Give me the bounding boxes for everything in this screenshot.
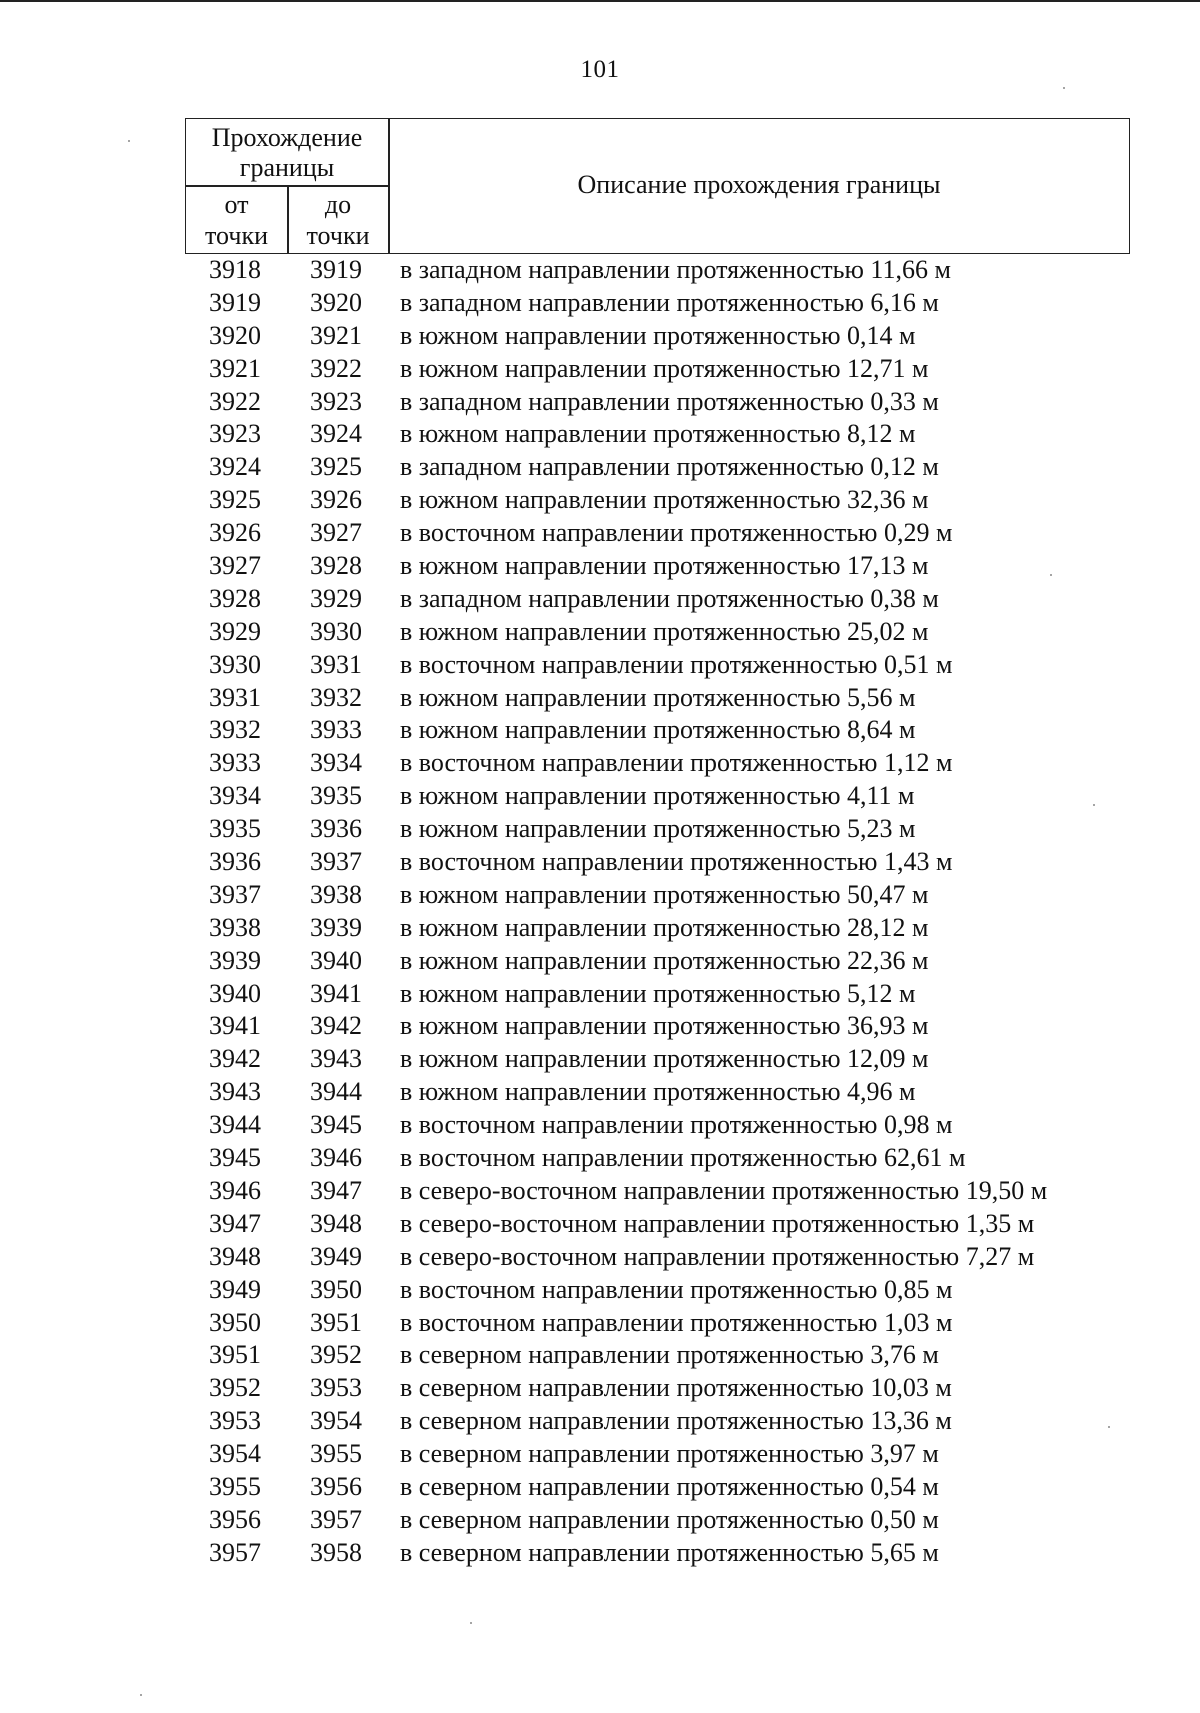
scan-speck	[128, 140, 130, 142]
table-row	[0, 320, 1200, 353]
table-row	[0, 1274, 1200, 1307]
table-row	[0, 1109, 1200, 1142]
from-point: 3928	[209, 583, 261, 613]
from-point: 3924	[209, 452, 261, 482]
scan-speck	[1063, 87, 1065, 89]
boundary-description: в южном направлении протяженностью 12,09 м	[400, 1044, 929, 1074]
from-point: 3954	[209, 1439, 261, 1469]
boundary-rows	[0, 254, 1200, 1570]
table-row	[0, 978, 1200, 1011]
from-point: 3935	[209, 814, 261, 844]
page-number: 101	[580, 56, 620, 83]
to-point: 3951	[310, 1307, 362, 1337]
to-point: 3938	[310, 879, 362, 909]
boundary-description: в восточном направлении протяженностью 1,43 м	[400, 847, 953, 877]
from-point: 3930	[209, 649, 261, 679]
to-point: 3946	[310, 1143, 362, 1173]
from-point: 3949	[209, 1274, 261, 1304]
from-point: 3956	[209, 1504, 261, 1534]
boundary-description: в западном направлении протяженностью 6,16 м	[400, 287, 939, 317]
boundary-description: в северном направлении протяженностью 3,76 м	[400, 1340, 939, 1370]
boundary-description: в южном направлении протяженностью 12,71 м	[400, 353, 929, 383]
from-point: 3937	[209, 879, 261, 909]
boundary-description: в восточном направлении протяженностью 62,61 м	[400, 1143, 966, 1173]
scan-speck	[1093, 804, 1095, 806]
boundary-description: в южном направлении протяженностью 5,12 м	[400, 978, 916, 1008]
table-row	[0, 649, 1200, 682]
to-point: 3920	[310, 287, 362, 317]
table-row	[0, 1208, 1200, 1241]
header-from-line2: точки	[205, 221, 268, 250]
boundary-description: в восточном направлении протяженностью 0,85 м	[400, 1274, 953, 1304]
from-point: 3940	[209, 978, 261, 1008]
header-to-line2: точки	[306, 221, 370, 250]
boundary-description: в южном направлении протяженностью 17,13 м	[400, 551, 929, 581]
to-point: 3942	[310, 1011, 362, 1041]
boundary-description: в восточном направлении протяженностью 0,51 м	[400, 649, 953, 679]
from-point: 3927	[209, 551, 261, 581]
boundary-description: в северо-восточном направлении протяженностью 19,50 м	[400, 1175, 1048, 1205]
table-row	[0, 517, 1200, 550]
from-point: 3918	[209, 255, 261, 284]
table-row	[0, 1405, 1200, 1438]
to-point: 3926	[310, 485, 362, 515]
header-to-line1: до	[324, 190, 352, 219]
to-point: 3921	[310, 320, 362, 350]
from-point: 3933	[209, 748, 261, 778]
from-point: 3955	[209, 1471, 261, 1501]
from-point: 3939	[209, 945, 261, 975]
to-point: 3932	[310, 682, 362, 712]
table-row	[0, 780, 1200, 813]
table-row	[0, 1142, 1200, 1175]
table-header	[185, 118, 1130, 254]
boundary-description: в северном направлении протяженностью 0,54 м	[400, 1471, 939, 1501]
boundary-description: в восточном направлении протяженностью 1,12 м	[400, 748, 953, 778]
to-point: 3943	[310, 1044, 362, 1074]
table-row	[0, 945, 1200, 978]
from-point: 3944	[209, 1110, 261, 1140]
boundary-description: в южном направлении протяженностью 22,36 м	[400, 945, 929, 975]
boundary-description: в северо-восточном направлении протяженностью 1,35 м	[400, 1208, 1035, 1238]
from-point: 3932	[209, 715, 261, 745]
table-row	[0, 912, 1200, 945]
from-point: 3934	[209, 781, 261, 811]
table-row	[0, 583, 1200, 616]
boundary-description: в северном направлении протяженностью 13,36 м	[400, 1406, 952, 1436]
from-point: 3921	[209, 353, 261, 383]
from-point: 3948	[209, 1241, 261, 1271]
from-point: 3936	[209, 847, 261, 877]
table-row	[0, 813, 1200, 846]
table-row	[0, 1372, 1200, 1405]
header-group-title-line1: Прохождение	[211, 123, 363, 152]
table-row	[0, 353, 1200, 386]
table-row	[0, 714, 1200, 747]
from-point: 3947	[209, 1208, 261, 1238]
from-point: 3922	[209, 386, 261, 416]
boundary-description: в южном направлении протяженностью 32,36 м	[400, 485, 929, 515]
to-point: 3944	[310, 1077, 362, 1107]
table-row	[0, 1537, 1200, 1570]
to-point: 3925	[310, 452, 362, 482]
from-point: 3923	[209, 419, 261, 449]
to-point: 3929	[310, 583, 362, 613]
boundary-description: в южном направлении протяженностью 0,14 м	[400, 320, 916, 350]
boundary-description: в южном направлении протяженностью 50,47 м	[400, 879, 929, 909]
from-point: 3942	[209, 1044, 261, 1074]
to-point: 3936	[310, 814, 362, 844]
boundary-description: в западном направлении протяженностью 0,33 м	[400, 386, 939, 416]
to-point: 3931	[310, 649, 362, 679]
boundary-description: в северном направлении протяженностью 5,65 м	[400, 1537, 939, 1567]
boundary-description: в южном направлении протяженностью 4,96 м	[400, 1077, 916, 1107]
boundary-description: в южном направлении протяженностью 25,02 м	[400, 616, 929, 646]
table-row	[0, 879, 1200, 912]
to-point: 3937	[310, 847, 362, 877]
to-point: 3947	[310, 1175, 362, 1205]
to-point: 3941	[310, 978, 362, 1008]
from-point: 3941	[209, 1011, 261, 1041]
to-point: 3957	[310, 1504, 362, 1534]
boundary-description: в южном направлении протяженностью 8,64 м	[400, 715, 916, 745]
from-point: 3943	[209, 1077, 261, 1107]
header-divider-horizontal	[186, 185, 388, 187]
to-point: 3958	[310, 1537, 362, 1567]
table-row	[0, 1175, 1200, 1208]
to-point: 3939	[310, 912, 362, 942]
boundary-description: в южном направлении протяженностью 28,12 м	[400, 912, 929, 942]
scan-speck	[140, 1694, 142, 1696]
from-point: 3946	[209, 1175, 261, 1205]
boundary-description: в западном направлении протяженностью 11,66 м	[400, 255, 951, 284]
from-point: 3957	[209, 1537, 261, 1567]
boundary-description: в северном направлении протяженностью 0,50 м	[400, 1504, 939, 1534]
table-row	[0, 1043, 1200, 1076]
from-point: 3920	[209, 320, 261, 350]
table-row	[0, 1010, 1200, 1043]
to-point: 3940	[310, 945, 362, 975]
table-row	[0, 550, 1200, 583]
page-top-edge	[0, 0, 1200, 2]
boundary-description: в восточном направлении протяженностью 0,29 м	[400, 518, 953, 548]
to-point: 3923	[310, 386, 362, 416]
boundary-description: в южном направлении протяженностью 36,93 м	[400, 1011, 929, 1041]
scan-speck	[470, 1622, 472, 1624]
boundary-description: в северо-восточном направлении протяженностью 7,27 м	[400, 1241, 1035, 1271]
table-row	[0, 287, 1200, 320]
from-point: 3938	[209, 912, 261, 942]
boundary-description: в северном направлении протяженностью 10,03 м	[400, 1373, 952, 1403]
scan-speck	[1108, 1426, 1110, 1428]
to-point: 3927	[310, 518, 362, 548]
table-row	[0, 1339, 1200, 1372]
from-point: 3926	[209, 518, 261, 548]
table-row	[0, 484, 1200, 517]
table-row	[0, 616, 1200, 649]
boundary-description: в западном направлении протяженностью 0,12 м	[400, 452, 939, 482]
table-row	[0, 386, 1200, 419]
boundary-description: в южном направлении протяженностью 5,23 м	[400, 814, 916, 844]
from-point: 3950	[209, 1307, 261, 1337]
header-description-title: Описание прохождения границы	[577, 170, 941, 199]
to-point: 3922	[310, 353, 362, 383]
to-point: 3954	[310, 1406, 362, 1436]
header-group-title-line2: границы	[239, 153, 335, 182]
to-point: 3953	[310, 1373, 362, 1403]
from-point: 3951	[209, 1340, 261, 1370]
from-point: 3953	[209, 1406, 261, 1436]
boundary-description: в восточном направлении протяженностью 0,98 м	[400, 1110, 953, 1140]
table-row	[0, 1471, 1200, 1504]
header-from-line1: от	[224, 190, 249, 219]
from-point: 3929	[209, 616, 261, 646]
to-point: 3928	[310, 551, 362, 581]
table-row	[0, 682, 1200, 715]
to-point: 3924	[310, 419, 362, 449]
table-row	[0, 1438, 1200, 1471]
boundary-description: в южном направлении протяженностью 8,12 м	[400, 419, 916, 449]
table-row	[0, 254, 1200, 287]
to-point: 3955	[310, 1439, 362, 1469]
boundary-description: в западном направлении протяженностью 0,38 м	[400, 583, 939, 613]
table-row	[0, 747, 1200, 780]
boundary-description: в южном направлении протяженностью 5,56 м	[400, 682, 916, 712]
to-point: 3948	[310, 1208, 362, 1238]
boundary-description: в северном направлении протяженностью 3,97 м	[400, 1439, 939, 1469]
table-row	[0, 418, 1200, 451]
to-point: 3930	[310, 616, 362, 646]
boundary-description: в восточном направлении протяженностью 1,03 м	[400, 1307, 953, 1337]
table-row	[0, 846, 1200, 879]
from-point: 3952	[209, 1373, 261, 1403]
from-point: 3925	[209, 485, 261, 515]
to-point: 3952	[310, 1340, 362, 1370]
table-row	[0, 451, 1200, 484]
to-point: 3933	[310, 715, 362, 745]
table-row	[0, 1076, 1200, 1109]
to-point: 3934	[310, 748, 362, 778]
table-row	[0, 1241, 1200, 1274]
to-point: 3950	[310, 1274, 362, 1304]
to-point: 3945	[310, 1110, 362, 1140]
to-point: 3935	[310, 781, 362, 811]
table-row	[0, 1307, 1200, 1340]
scan-speck	[1050, 574, 1052, 576]
to-point: 3919	[310, 255, 362, 284]
from-point: 3919	[209, 287, 261, 317]
table-row	[0, 1504, 1200, 1537]
boundary-description: в южном направлении протяженностью 4,11 м	[400, 781, 915, 811]
to-point: 3956	[310, 1471, 362, 1501]
from-point: 3945	[209, 1143, 261, 1173]
to-point: 3949	[310, 1241, 362, 1271]
from-point: 3931	[209, 682, 261, 712]
